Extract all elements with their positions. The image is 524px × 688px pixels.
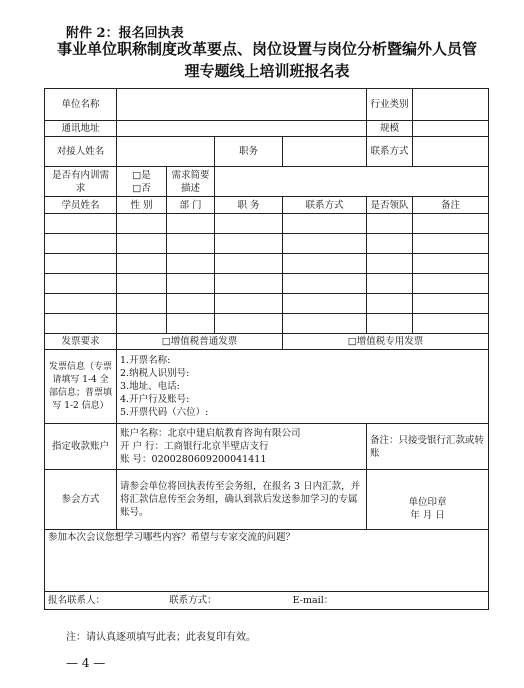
contact-method-value[interactable] (413, 137, 489, 167)
col-header-leader: 是否领队 (367, 197, 413, 214)
footnote: 注：请认真逐项填写此表；此表复印有效。 (66, 632, 256, 643)
col-header-name: 学员姓名 (45, 197, 117, 214)
position-value[interactable] (283, 137, 367, 167)
account-number: 账 号：0200280609200041411 (120, 454, 267, 465)
attachment-label: 附件 2：报名回执表 (66, 26, 184, 41)
seal-date: 年 月 日 (410, 509, 445, 521)
industry-value[interactable] (413, 89, 489, 121)
table-row (45, 254, 489, 274)
needs-desc-label: 需求简要描述 (167, 167, 215, 197)
yes-checkbox[interactable]: □是 (132, 169, 151, 181)
address-value[interactable] (117, 121, 367, 137)
no-checkbox[interactable]: □否 (132, 182, 151, 194)
invoice-item-tax-id[interactable]: 2.纳税人识别号: (120, 368, 190, 379)
position-label: 职务 (215, 137, 283, 167)
contact-person-label: 对接人姓名 (45, 137, 117, 167)
contact-person-value[interactable] (117, 137, 215, 167)
internal-training-options (117, 167, 167, 197)
col-header-gender: 性 别 (117, 197, 167, 214)
form-title-line-1: 事业单位职称制度改革要点、岗位设置与岗位分析暨编外人员管 (56, 40, 477, 58)
registrant-label: 报名联系人： (48, 595, 106, 606)
email-label: E-mail： (292, 595, 334, 606)
col-header-position: 职 务 (215, 197, 283, 214)
col-header-remark: 备注 (413, 197, 489, 214)
account-details (117, 424, 367, 470)
table-row (45, 294, 489, 314)
table-row (45, 274, 489, 294)
question-field[interactable] (45, 530, 489, 592)
invoice-special-checkbox[interactable]: □增值税专用发票 (283, 334, 489, 350)
invoice-item-code[interactable]: 5.开票代码（六位）: (120, 407, 209, 418)
contact-method2-label: 联系方式： (169, 595, 217, 606)
seal-label: 单位印章 (408, 496, 447, 508)
participation-label: 参会方式 (45, 470, 117, 530)
contact-method-label: 联系方式 (367, 137, 413, 167)
table-row (45, 234, 489, 254)
account-name: 账户名称：北京中建启航教育咨询有限公司 (120, 428, 301, 439)
invoice-item-bank[interactable]: 4.开户行及账号: (120, 394, 190, 405)
registration-form-table (44, 88, 489, 610)
seal-area (367, 470, 489, 530)
question-text: 参加本次会议您想学习哪些内容？希望与专家交流的问题？ (48, 532, 296, 543)
account-bank: 开 户 行：工商银行北京半壁店支行 (120, 441, 269, 452)
page-number: — 4 — (66, 656, 106, 670)
unit-name-value[interactable] (117, 89, 367, 121)
invoice-item-address[interactable]: 3.地址、电话: (120, 381, 180, 392)
internal-training-label: 是否有内训需求 (45, 167, 117, 197)
col-header-contact: 联系方式 (283, 197, 367, 214)
invoice-item-name[interactable]: 1.开票名称: (120, 355, 171, 366)
table-row (45, 214, 489, 234)
needs-desc-value[interactable] (215, 167, 489, 197)
account-label: 指定收款账户 (45, 424, 117, 470)
invoice-general-checkbox[interactable]: □增值税普通发票 (117, 334, 283, 350)
address-label: 通讯地址 (45, 121, 117, 137)
form-title-line-2: 理专题线上培训班报名表 (184, 62, 350, 80)
registrant-row (45, 592, 489, 610)
unit-name-label: 单位名称 (45, 89, 117, 121)
scale-label: 规模 (367, 121, 413, 137)
invoice-req-label: 发票要求 (45, 334, 117, 350)
account-note: 备注：只接受银行汇款或转账 (367, 424, 489, 470)
col-header-department: 部 门 (167, 197, 215, 214)
table-row (45, 314, 489, 334)
invoice-info-items (117, 350, 489, 424)
industry-label: 行业类别 (367, 89, 413, 121)
scale-value[interactable] (413, 121, 489, 137)
invoice-info-label: 发票信息（专票请填写 1-4 全部信息；普票填写 1-2 信息） (45, 350, 117, 424)
participation-text: 请参会单位将回执表传至会务组，在报名 3 日内汇款，并将汇款信息传至会务组，确认到款后发送参加学习的专属账号。 (117, 470, 367, 530)
